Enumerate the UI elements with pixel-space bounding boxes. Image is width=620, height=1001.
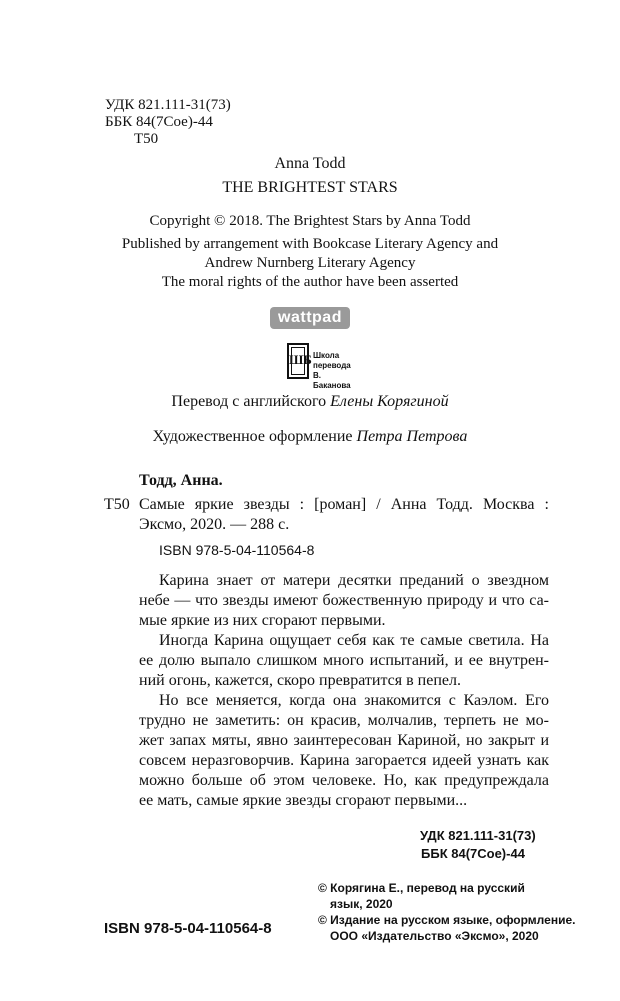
- catalog-entry-line-1: Самые яркие звезды : [роман] / Анна Тодд. Москва :: [139, 496, 549, 513]
- school-emblem-icon: [287, 343, 312, 379]
- translation-prefix: Перевод с английского: [171, 393, 327, 410]
- bbk-code-top: ББК 84(7Сое)-44: [105, 114, 213, 130]
- udk-code-bottom: УДК 821.111-31(73): [420, 828, 536, 843]
- copyright-edition-line-2: ООО «Издательство «Эксмо», 2020: [330, 929, 539, 943]
- school-emblem-glyph: ШБ: [289, 352, 312, 367]
- published-line-2: Andrew Nurnberg Literary Agency: [204, 255, 416, 271]
- catalog-mark: Т50: [104, 496, 130, 513]
- annotation-line: совсем неразговорчив. Карина загорается идеей узнать как: [139, 752, 549, 769]
- original-author: Anna Todd: [274, 155, 346, 172]
- published-line-1: Published by arrangement with Bookcase Literary Agency and: [121, 236, 499, 252]
- annotation-line: Карина знает от матери десятки преданий о звездном: [159, 572, 549, 589]
- annotation-line: можно больше об этом человеке. Но, как предупреждала: [139, 772, 549, 789]
- annotation-line: Но все меняется, когда она знакомится с Каэлом. Его: [159, 692, 549, 709]
- copyright-edition-line-1: © Издание на русском языке, оформление.: [318, 913, 576, 927]
- design-credit: [0, 428, 620, 446]
- original-title: THE BRIGHTEST STARS: [222, 179, 398, 196]
- copyright-block: [318, 880, 575, 944]
- designer-name: Петра Петрова: [356, 428, 468, 445]
- copyright-translation-line-2: язык, 2020: [330, 897, 393, 911]
- annotation-line: жет запах мяты, явно заинтересован Кариной, но закрыт и: [139, 732, 549, 749]
- annotation-line: небе — что звезды имеют божественную природу и что са-: [139, 592, 549, 609]
- annotation: [139, 571, 549, 811]
- udk-code-top: УДК 821.111-31(73): [105, 97, 231, 113]
- annotation-line: Иногда Карина ощущает себя как те самые светила. На: [159, 632, 549, 649]
- annotation-line: мые яркие из них сгорают первыми.: [139, 612, 386, 629]
- catalog-isbn: ISBN 978-5-04-110564-8: [159, 542, 315, 558]
- annotation-line: ее мать, самые яркие звезды сгорают первыми...: [139, 792, 468, 809]
- annotation-lines: [139, 571, 549, 811]
- wattpad-logo: wattpad: [270, 307, 350, 329]
- design-prefix: Художественное оформление: [152, 428, 353, 445]
- moral-rights: The moral rights of the author have been asserted: [161, 274, 459, 290]
- catalog-entry-line-2: Эксмо, 2020. — 288 с.: [139, 516, 290, 533]
- school-logo-text: [313, 351, 351, 391]
- bbk-code-bottom: ББК 84(7Сое)-44: [421, 846, 525, 861]
- translator-name: Елены Корягиной: [330, 393, 449, 410]
- annotation-line: трудно не заметить: он красив, молчалив, терпеть не мо-: [139, 712, 549, 729]
- translation-credit: [0, 393, 620, 411]
- school-logo-line-1: Школа перевода: [313, 351, 351, 370]
- isbn-bottom: ISBN 978-5-04-110564-8: [104, 920, 272, 937]
- annotation-line: ее долю выпало слишком много испытаний, и ее внутрен-: [139, 652, 549, 669]
- original-copyright: Copyright © 2018. The Brightest Stars by Anna Todd: [149, 213, 471, 229]
- translation-school-logo: [287, 343, 351, 390]
- copyright-translation-line-1: © Корягина Е., перевод на русский: [318, 881, 525, 895]
- author-mark-top: Т50: [134, 131, 159, 147]
- school-logo-line-2: В. Баканова: [313, 371, 351, 390]
- annotation-line: ний огонь, кажется, скоро превратится в пепел.: [139, 672, 461, 689]
- catalog-author-heading: Тодд, Анна.: [139, 472, 223, 489]
